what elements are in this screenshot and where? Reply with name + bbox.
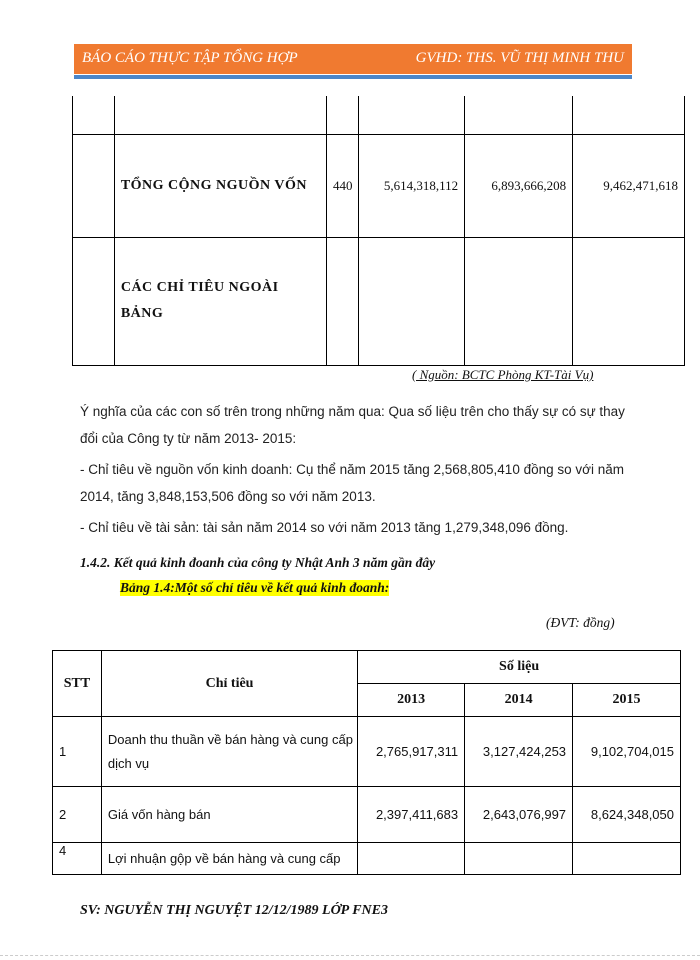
header-data: Số liệu: [358, 651, 681, 684]
row-stt: 4: [53, 843, 102, 875]
student-footer: SV: NGUYỄN THỊ NGUYỆT 12/12/1989 LỚP FNE3: [80, 903, 388, 918]
header-indicator: Chỉ tiêu: [101, 651, 357, 717]
row-value-2014: 2,643,076,997: [465, 787, 573, 843]
total-capital-label: TỔNG CỘNG NGUỒN VỐN: [114, 134, 327, 237]
row-stt: 2: [53, 787, 102, 843]
row-value-2013: [358, 843, 465, 875]
header-bar: [74, 44, 632, 74]
unit-label: (ĐVT: đồng): [546, 615, 615, 630]
row-value-2013: 2,765,917,311: [358, 717, 465, 787]
paragraph-assets: - Chỉ tiêu về tài sản: tài sản năm 2014 so với năm 2013 tăng 1,279,348,096 đồng.: [80, 520, 569, 535]
supervisor: GVHD: THS. VŨ THỊ MINH THU: [415, 50, 624, 66]
table-header-row: [53, 651, 681, 684]
section-heading: 1.4.2. Kết quả kinh đoanh của công ty Nhật Anh 3 năm gần đây: [80, 555, 436, 570]
total-capital-2015: 9,462,471,618: [573, 134, 685, 237]
table-caption: Bảng 1.4:Một số chỉ tiêu về kết quả kinh đoanh:: [120, 580, 390, 595]
total-capital-2014: 6,893,666,208: [465, 134, 573, 237]
total-capital-2013: 5,614,318,112: [359, 134, 465, 237]
off-balance-row: [73, 237, 685, 365]
page-break-line: [0, 955, 700, 956]
row-stt: 1: [53, 717, 102, 787]
table-row: [53, 717, 681, 787]
row-name: Giá vốn hàng bán: [101, 787, 357, 843]
row-value-2014: [465, 843, 573, 875]
paragraph-capital: - Chỉ tiêu về nguồn vốn kinh doanh: Cụ thể năm 2015 tăng 2,568,805,410 đồng so với năm 2014, tăng 3,848,153,506 đồng so với năm 2013.: [80, 462, 624, 504]
total-capital-code: 440: [327, 134, 359, 237]
header-year-2015: 2015: [573, 684, 681, 717]
row-value-2015: 9,102,704,015: [573, 717, 681, 787]
header-stt: STT: [53, 651, 102, 717]
table-row: [53, 787, 681, 843]
table-row: [53, 843, 681, 875]
capital-table: [72, 96, 685, 366]
off-balance-label: CÁC CHỈ TIÊU NGOÀI BẢNG: [114, 237, 327, 365]
row-value-2013: 2,397,411,683: [358, 787, 465, 843]
row-value-2014: 3,127,424,253: [465, 717, 573, 787]
table-row: [73, 96, 685, 134]
report-title: BÁO CÁO THỰC TẬP TỔNG HỢP: [82, 50, 298, 66]
paragraph-meaning: Ý nghĩa của các con số trên trong những năm qua: Qua số liệu trên cho thấy sự có sự thay đổi của Công ty từ năm 2013- 2015:: [80, 404, 625, 446]
header-divider: [74, 75, 632, 79]
source-note: ( Nguồn: BCTC Phòng KT-Tài Vụ): [412, 367, 594, 382]
business-results-table: [52, 650, 681, 875]
total-capital-row: [73, 134, 685, 237]
row-name: Doanh thu thuần về bán hàng và cung cấp dịch vụ: [101, 717, 357, 787]
row-value-2015: 8,624,348,050: [573, 787, 681, 843]
header-year-2014: 2014: [465, 684, 573, 717]
row-value-2015: [573, 843, 681, 875]
row-name: Lợi nhuận gộp về bán hàng và cung cấp: [101, 843, 357, 875]
header-year-2013: 2013: [358, 684, 465, 717]
